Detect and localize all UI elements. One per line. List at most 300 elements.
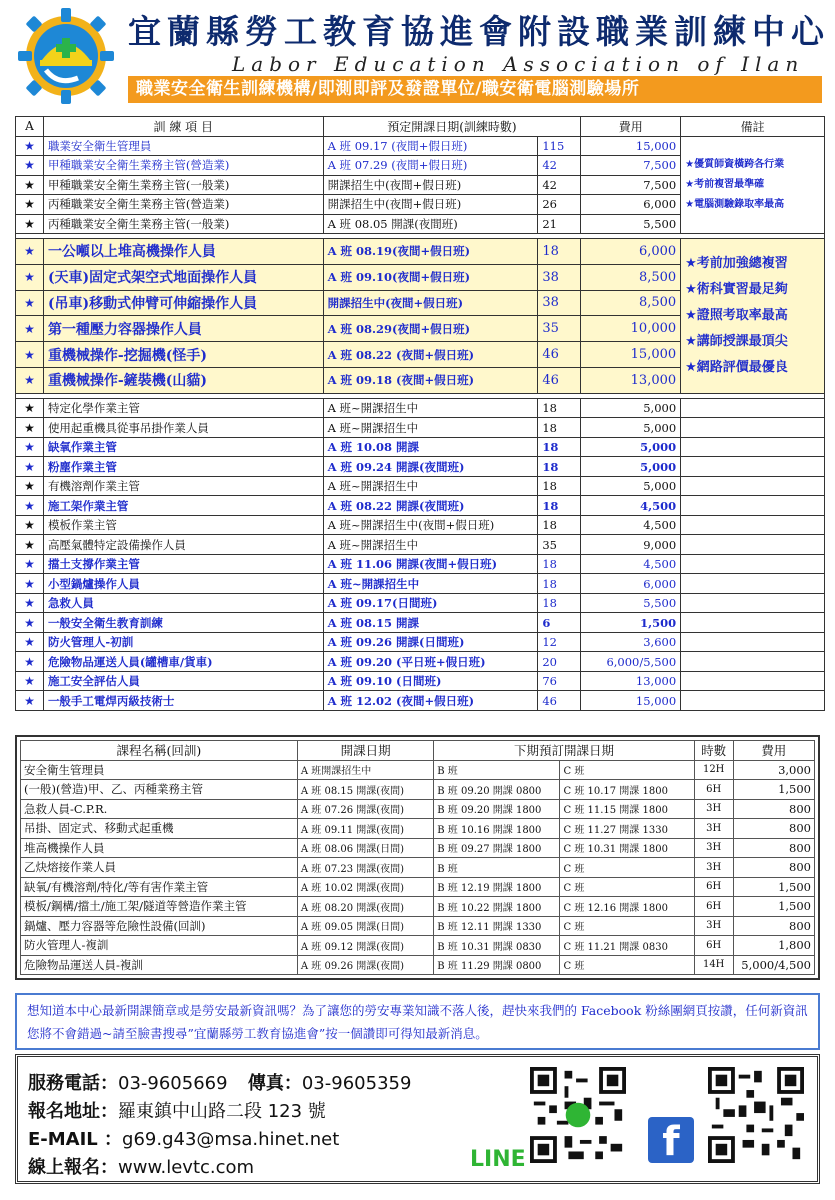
- header-col-note: 備註: [681, 117, 825, 137]
- course-fee: 15,000: [581, 691, 681, 711]
- email-label: E-MAIL ：: [28, 1129, 123, 1150]
- course-date: A 班 09.24 開課(夜間班): [323, 457, 538, 477]
- course-name: 模板作業主管: [43, 515, 323, 535]
- course-note-empty: [681, 398, 825, 418]
- course-hours: 18: [538, 418, 581, 438]
- refresher-fee: 3,000: [733, 760, 814, 780]
- refresher-course-name: (一般)(營造)甲、乙、丙種業務主管: [21, 780, 298, 800]
- course-name: 重機械操作-挖掘機(怪手): [43, 342, 323, 368]
- refresher-fee: 1,800: [733, 936, 814, 956]
- facebook-logo-icon[interactable]: f: [648, 1117, 694, 1163]
- course-fee: 10,000: [581, 316, 681, 342]
- star-icon: ★: [16, 476, 44, 496]
- refresher-b-class: B 班 09.20 開課 1800: [434, 799, 560, 819]
- course-hours: 18: [538, 593, 581, 613]
- star-icon: ★: [16, 367, 44, 393]
- refresher-c-class: C 班: [560, 858, 694, 878]
- course-date: A 班~開課招生中: [323, 398, 538, 418]
- refresher-c-class: C 班: [560, 877, 694, 897]
- star-icon: ★: [16, 515, 44, 535]
- course-hours: 18: [538, 574, 581, 594]
- refresher-course-name: 安全衛生管理員: [21, 760, 298, 780]
- refresher-hours: 6H: [694, 897, 733, 917]
- header-col-item: 訓 練 項 目: [43, 117, 323, 137]
- course-row: [16, 613, 825, 633]
- refresher-c-class: C 班 12.16 開課 1800: [560, 897, 694, 917]
- star-icon: ★: [16, 214, 44, 234]
- course-date: A 班~開課招生中: [323, 535, 538, 555]
- refresher-course-name: 危險物品運送人員-複訓: [21, 955, 298, 975]
- note-line: ★考前加強總複習: [685, 255, 788, 271]
- course-notes: [681, 239, 825, 394]
- refresher-fee: 5,000/4,500: [733, 955, 814, 975]
- course-date: A 班 09.20 (平日班+假日班): [323, 652, 538, 672]
- refresher-row: [21, 760, 815, 780]
- course-row: [16, 457, 825, 477]
- star-icon: ★: [16, 136, 44, 156]
- course-name: 甲種職業安全衛生業務主管(一般業): [43, 175, 323, 195]
- course-fee: 5,500: [581, 214, 681, 234]
- note-line: ★講師授課最頂尖: [685, 333, 788, 349]
- course-name: 急救人員: [43, 593, 323, 613]
- course-hours: 46: [538, 367, 581, 393]
- course-hours: 18: [538, 476, 581, 496]
- refresher-b-class: B 班 12.11 開課 1330: [434, 916, 560, 936]
- course-hours: 18: [538, 437, 581, 457]
- course-note-empty: [681, 418, 825, 438]
- website-label: 線上報名：: [28, 1157, 118, 1178]
- header: [0, 0, 835, 112]
- refresher-hours: 6H: [694, 877, 733, 897]
- refresher-row: [21, 799, 815, 819]
- star-icon: ★: [16, 535, 44, 555]
- refresher-hours: 3H: [694, 838, 733, 858]
- course-name: 粉塵作業主管: [43, 457, 323, 477]
- course-row: [16, 554, 825, 574]
- course-note-empty: [681, 476, 825, 496]
- star-icon: ★: [16, 264, 44, 290]
- course-row: [16, 476, 825, 496]
- course-row: [16, 652, 825, 672]
- course-hours: 35: [538, 316, 581, 342]
- fax-number: 03-9605359: [301, 1073, 412, 1094]
- refresher-b-class: B 班: [434, 760, 560, 780]
- refresher-course-name: 吊掛、固定式、移動式起重機: [21, 819, 298, 839]
- course-hours: 46: [538, 342, 581, 368]
- note-line: ★術科實習最足夠: [685, 281, 788, 297]
- course-name: 小型鍋爐操作人員: [43, 574, 323, 594]
- course-fee: 15,000: [581, 342, 681, 368]
- star-icon: ★: [16, 613, 44, 633]
- course-date: A 班 09.17 (夜間+假日班): [323, 136, 538, 156]
- course-row: [16, 239, 825, 265]
- course-name: 高壓氣體特定設備操作人員: [43, 535, 323, 555]
- course-row: [16, 593, 825, 613]
- course-fee: 8,500: [581, 290, 681, 316]
- course-name: (天車)固定式架空式地面操作人員: [43, 264, 323, 290]
- course-date: A 班 09.18 (夜間+假日班): [323, 367, 538, 393]
- course-fee: 5,000: [581, 476, 681, 496]
- note-line: ★優質師資橫跨各行業: [685, 158, 785, 170]
- star-icon: ★: [16, 437, 44, 457]
- refresher-b-class: B 班 10.31 開課 0830: [434, 936, 560, 956]
- refresher-fee: 800: [733, 858, 814, 878]
- course-table-header: [16, 117, 825, 137]
- course-date: A 班 07.29 (夜間+假日班): [323, 156, 538, 176]
- org-banner: 職業安全衛生訓練機構/即測即評及發證單位/職安衛電腦測驗場所: [128, 76, 822, 103]
- refresher-fee: 800: [733, 819, 814, 839]
- course-name: 危險物品運送人員(罐槽車/貨車): [43, 652, 323, 672]
- org-english-name: Labor Education Association of Ilan: [232, 52, 805, 76]
- refresher-rows: [21, 760, 815, 975]
- course-fee: 8,500: [581, 264, 681, 290]
- course-date: A 班 09.10(夜間+假日班): [323, 264, 538, 290]
- refresher-row: [21, 955, 815, 975]
- course-name: 一公噸以上堆高機操作人員: [43, 239, 323, 265]
- refresher-start-date: A 班 09.05 開課(日間): [297, 916, 433, 936]
- course-name: 施工架作業主管: [43, 496, 323, 516]
- course-hours: 38: [538, 290, 581, 316]
- course-hours: 42: [538, 175, 581, 195]
- refresher-c-class: C 班 11.27 開課 1330: [560, 819, 694, 839]
- course-note-empty: [681, 671, 825, 691]
- course-note-empty: [681, 691, 825, 711]
- course-fee: 6,000: [581, 239, 681, 265]
- address-label: 報名地址：: [28, 1101, 118, 1122]
- star-icon: ★: [16, 496, 44, 516]
- org-title: 宜蘭縣勞工教育協進會附設職業訓練中心: [128, 12, 830, 51]
- course-fee: 9,000: [581, 535, 681, 555]
- refresher-course-name: 堆高機操作人員: [21, 838, 298, 858]
- refresher-start-date: A 班 07.26 開課(夜間): [297, 799, 433, 819]
- refresher-course-name: 急救人員-C.P.R.: [21, 799, 298, 819]
- line-qr-code-icon[interactable]: [530, 1067, 626, 1163]
- course-date: A 班 09.17(日間班): [323, 593, 538, 613]
- star-icon: ★: [16, 671, 44, 691]
- phone-line: [28, 1069, 411, 1095]
- line-logo-icon: LINE: [470, 1147, 526, 1172]
- course-row: [16, 535, 825, 555]
- course-fee: 7,500: [581, 175, 681, 195]
- course-date: 開課招生中(夜間+假日班): [323, 290, 538, 316]
- course-fee: 5,000: [581, 398, 681, 418]
- note-line: ★電腦測驗錄取率最高: [685, 198, 785, 210]
- refresher-hours: 3H: [694, 916, 733, 936]
- course-row: [16, 398, 825, 418]
- refresher-c-class: C 班: [560, 955, 694, 975]
- refresher-c-class: C 班 10.31 開課 1800: [560, 838, 694, 858]
- refresher-row: [21, 936, 815, 956]
- course-fee: 5,000: [581, 418, 681, 438]
- course-date: A 班 09.26 開課(日間班): [323, 632, 538, 652]
- course-hours: 26: [538, 195, 581, 215]
- refresher-b-class: B 班 10.16 開課 1800: [434, 819, 560, 839]
- course-fee: 4,500: [581, 496, 681, 516]
- refresher-row: [21, 819, 815, 839]
- refresher-c-class: C 班 11.21 開課 0830: [560, 936, 694, 956]
- star-icon: ★: [16, 457, 44, 477]
- course-fee: 13,000: [581, 367, 681, 393]
- course-date: A 班 08.19(夜間+假日班): [323, 239, 538, 265]
- note-line: ★證照考取率最高: [685, 307, 788, 323]
- header-start-date: 開課日期: [297, 741, 433, 761]
- star-icon: ★: [16, 290, 44, 316]
- website-link[interactable]: www.levtc.com: [118, 1157, 255, 1178]
- star-icon: ★: [16, 574, 44, 594]
- header-next-date: 下期預訂開課日期: [434, 741, 695, 761]
- course-hours: 42: [538, 156, 581, 176]
- refresher-start-date: A 班 08.15 開課(夜間): [297, 780, 433, 800]
- refresher-course-name: 乙炔熔接作業人員: [21, 858, 298, 878]
- course-name: 一般手工電焊丙級技術士: [43, 691, 323, 711]
- course-date: A 班 08.05 開課(夜間班): [323, 214, 538, 234]
- refresher-fee: 800: [733, 838, 814, 858]
- website-line: [28, 1153, 254, 1179]
- course-note-empty: [681, 574, 825, 594]
- refresher-hours: 14H: [694, 955, 733, 975]
- refresher-b-class: B 班 09.27 開課 1800: [434, 838, 560, 858]
- course-date: A 班 08.15 開課: [323, 613, 538, 633]
- group-other-courses: [16, 398, 825, 710]
- course-fee: 13,000: [581, 671, 681, 691]
- refresher-start-date: A 班 08.20 開課(夜間): [297, 897, 433, 917]
- course-name: 職業安全衛生管理員: [43, 136, 323, 156]
- group-machine-operators: [16, 239, 825, 394]
- course-row: [16, 671, 825, 691]
- course-fee: 6,000/5,500: [581, 652, 681, 672]
- refresher-start-date: A 班 09.26 開課(夜間): [297, 955, 433, 975]
- refresher-course-name: 模板/鋼構/擋土/施工架/隧道等營造作業主管: [21, 897, 298, 917]
- course-date: A 班 08.29(夜間+假日班): [323, 316, 538, 342]
- refresher-row: [21, 858, 815, 878]
- course-hours: 18: [538, 496, 581, 516]
- star-icon: ★: [16, 316, 44, 342]
- star-icon: ★: [16, 652, 44, 672]
- star-icon: ★: [16, 342, 44, 368]
- star-icon: ★: [16, 195, 44, 215]
- course-table: [15, 116, 825, 711]
- course-row: [16, 437, 825, 457]
- course-hours: 20: [538, 652, 581, 672]
- refresher-hours: 3H: [694, 819, 733, 839]
- note-line: ★考前複習最準確: [685, 178, 765, 190]
- star-icon: ★: [16, 418, 44, 438]
- course-hours: 18: [538, 398, 581, 418]
- course-hours: 18: [538, 457, 581, 477]
- refresher-row: [21, 780, 815, 800]
- refresher-start-date: A 班 07.23 開課(夜間): [297, 858, 433, 878]
- course-note-empty: [681, 496, 825, 516]
- course-note-empty: [681, 632, 825, 652]
- star-icon: ★: [16, 691, 44, 711]
- refresher-start-date: A 班開課招生中: [297, 760, 433, 780]
- course-note-empty: [681, 515, 825, 535]
- course-name: 施工安全評估人員: [43, 671, 323, 691]
- refresher-hours: 6H: [694, 936, 733, 956]
- refresher-hours: 6H: [694, 780, 733, 800]
- course-name: 有機溶劑作業主管: [43, 476, 323, 496]
- fax-label: 傳真：: [247, 1073, 302, 1094]
- refresher-fee: 800: [733, 916, 814, 936]
- refresher-b-class: B 班 11.29 開課 0800: [434, 955, 560, 975]
- course-fee: 6,000: [581, 195, 681, 215]
- address-line: [28, 1097, 326, 1123]
- email-value[interactable]: g69.g43@msa.hinet.net: [122, 1129, 340, 1150]
- refresher-table-frame: [15, 735, 820, 980]
- course-fee: 1,500: [581, 613, 681, 633]
- header-col-date: 預定開課日期(訓練時數): [323, 117, 581, 137]
- course-fee: 4,500: [581, 515, 681, 535]
- course-row: [16, 515, 825, 535]
- refresher-hours: 3H: [694, 858, 733, 878]
- course-hours: 76: [538, 671, 581, 691]
- refresher-b-class: B 班 09.20 開課 0800: [434, 780, 560, 800]
- course-fee: 7,500: [581, 156, 681, 176]
- refresher-c-class: C 班 11.15 開課 1800: [560, 799, 694, 819]
- refresher-fee: 1,500: [733, 897, 814, 917]
- course-date: 開課招生中(夜間+假日班): [323, 195, 538, 215]
- course-date: A 班 09.10 (日間班): [323, 671, 538, 691]
- course-date: A 班 10.08 開課: [323, 437, 538, 457]
- course-row: [16, 691, 825, 711]
- course-fee: 15,000: [581, 136, 681, 156]
- star-icon: ★: [16, 593, 44, 613]
- refresher-course-name: 缺氧/有機溶劑/特化/等有害作業主管: [21, 877, 298, 897]
- course-date: A 班~開課招生中: [323, 574, 538, 594]
- course-note-empty: [681, 613, 825, 633]
- refresher-fee: 1,500: [733, 780, 814, 800]
- course-name: 防火管理人-初訓: [43, 632, 323, 652]
- star-icon: ★: [16, 632, 44, 652]
- course-date: A 班 08.22 開課(夜間班): [323, 496, 538, 516]
- course-notes: [681, 136, 825, 234]
- course-note-empty: [681, 554, 825, 574]
- course-row: [16, 496, 825, 516]
- group-safety-managers: [16, 136, 825, 234]
- course-name: 擋土支撐作業主管: [43, 554, 323, 574]
- course-hours: 18: [538, 554, 581, 574]
- header-course-name: 課程名稱(回訓): [21, 741, 298, 761]
- header-hours: 時數: [694, 741, 733, 761]
- refresher-c-class: C 班: [560, 916, 694, 936]
- course-hours: 18: [538, 239, 581, 265]
- course-row: [16, 632, 825, 652]
- course-name: (吊車)移動式伸臂可伸縮操作人員: [43, 290, 323, 316]
- course-date: A 班 08.22 (夜間+假日班): [323, 342, 538, 368]
- course-hours: 35: [538, 535, 581, 555]
- header-col-a: A: [16, 117, 44, 137]
- course-note-empty: [681, 457, 825, 477]
- course-name: 丙種職業安全衛生業務主管(營造業): [43, 195, 323, 215]
- course-name: 第一種壓力容器操作人員: [43, 316, 323, 342]
- course-name: 缺氧作業主管: [43, 437, 323, 457]
- refresher-c-class: C 班 10.17 開課 1800: [560, 780, 694, 800]
- refresher-b-class: B 班 12.19 開課 1800: [434, 877, 560, 897]
- course-note-empty: [681, 652, 825, 672]
- refresher-row: [21, 838, 815, 858]
- course-name: 特定化學作業主管: [43, 398, 323, 418]
- email-line: [28, 1125, 339, 1151]
- refresher-fee: 800: [733, 799, 814, 819]
- course-date: 開課招生中(夜間+假日班): [323, 175, 538, 195]
- refresher-row: [21, 916, 815, 936]
- star-icon: ★: [16, 398, 44, 418]
- refresher-hours: 3H: [694, 799, 733, 819]
- facebook-qr-code-icon[interactable]: [708, 1067, 804, 1163]
- course-name: 使用起重機具從事吊掛作業人員: [43, 418, 323, 438]
- course-name: 甲種職業安全衛生業務主管(營造業): [43, 156, 323, 176]
- refresher-course-name: 防火管理人-複訓: [21, 936, 298, 956]
- course-name: 丙種職業安全衛生業務主管(一般業): [43, 214, 323, 234]
- course-note-empty: [681, 437, 825, 457]
- course-fee: 5,000: [581, 457, 681, 477]
- course-date: A 班~開課招生中(夜間+假日班): [323, 515, 538, 535]
- course-hours: 115: [538, 136, 581, 156]
- course-date: A 班~開課招生中: [323, 476, 538, 496]
- refresher-table-header: [21, 741, 815, 761]
- safety-helmet-logo-icon: [18, 8, 114, 104]
- course-fee: 4,500: [581, 554, 681, 574]
- refresher-hours: 12H: [694, 760, 733, 780]
- refresher-b-class: B 班: [434, 858, 560, 878]
- course-fee: 5,500: [581, 593, 681, 613]
- refresher-start-date: A 班 09.12 開課(夜間): [297, 936, 433, 956]
- star-icon: ★: [16, 156, 44, 176]
- course-hours: 6: [538, 613, 581, 633]
- course-fee: 3,600: [581, 632, 681, 652]
- refresher-course-name: 鍋爐、壓力容器等危險性設備(回訓): [21, 916, 298, 936]
- course-date: A 班 12.02 (夜間+假日班): [323, 691, 538, 711]
- address-value: 羅東鎮中山路二段 123 號: [118, 1101, 326, 1122]
- phone-number[interactable]: 03-9605669: [118, 1073, 228, 1094]
- course-note-empty: [681, 535, 825, 555]
- refresher-start-date: A 班 08.06 開課(日間): [297, 838, 433, 858]
- header-fee: 費用: [733, 741, 814, 761]
- course-row: [16, 574, 825, 594]
- facebook-note: 想知道本中心最新開課簡章或是勞安最新資訊嗎？為了讓您的勞安專業知識不落人後，趕快來我們的 Facebook 粉絲團網頁按讚，任何新資訊您將不會錯過~請至臉書搜尋”宜蘭縣勞工教育協進會”按一個讚即可得知最新消息。: [15, 993, 820, 1050]
- refresher-fee: 1,500: [733, 877, 814, 897]
- course-hours: 38: [538, 264, 581, 290]
- note-line: ★網路評價最優良: [685, 359, 788, 375]
- refresher-b-class: B 班 10.22 開課 1800: [434, 897, 560, 917]
- course-date: A 班~開課招生中: [323, 418, 538, 438]
- course-fee: 6,000: [581, 574, 681, 594]
- course-name: 一般安全衛生教育訓練: [43, 613, 323, 633]
- phone-label: 服務電話：: [28, 1073, 118, 1094]
- contact-box: [15, 1054, 820, 1184]
- refresher-start-date: A 班 10.02 開課(夜間): [297, 877, 433, 897]
- course-name: 重機械操作-鏟裝機(山貓): [43, 367, 323, 393]
- star-icon: ★: [16, 175, 44, 195]
- star-icon: ★: [16, 239, 44, 265]
- course-hours: 18: [538, 515, 581, 535]
- header-col-fee: 費用: [581, 117, 681, 137]
- course-date: A 班 11.06 開課(夜間+假日班): [323, 554, 538, 574]
- course-hours: 12: [538, 632, 581, 652]
- course-hours: 46: [538, 691, 581, 711]
- star-icon: ★: [16, 554, 44, 574]
- course-fee: 5,000: [581, 437, 681, 457]
- course-hours: 21: [538, 214, 581, 234]
- refresher-c-class: C 班: [560, 760, 694, 780]
- course-row: [16, 136, 825, 156]
- course-row: [16, 418, 825, 438]
- course-note-empty: [681, 593, 825, 613]
- refresher-row: [21, 897, 815, 917]
- refresher-row: [21, 877, 815, 897]
- refresher-start-date: A 班 09.11 開課(夜間): [297, 819, 433, 839]
- refresher-table: [20, 740, 815, 975]
